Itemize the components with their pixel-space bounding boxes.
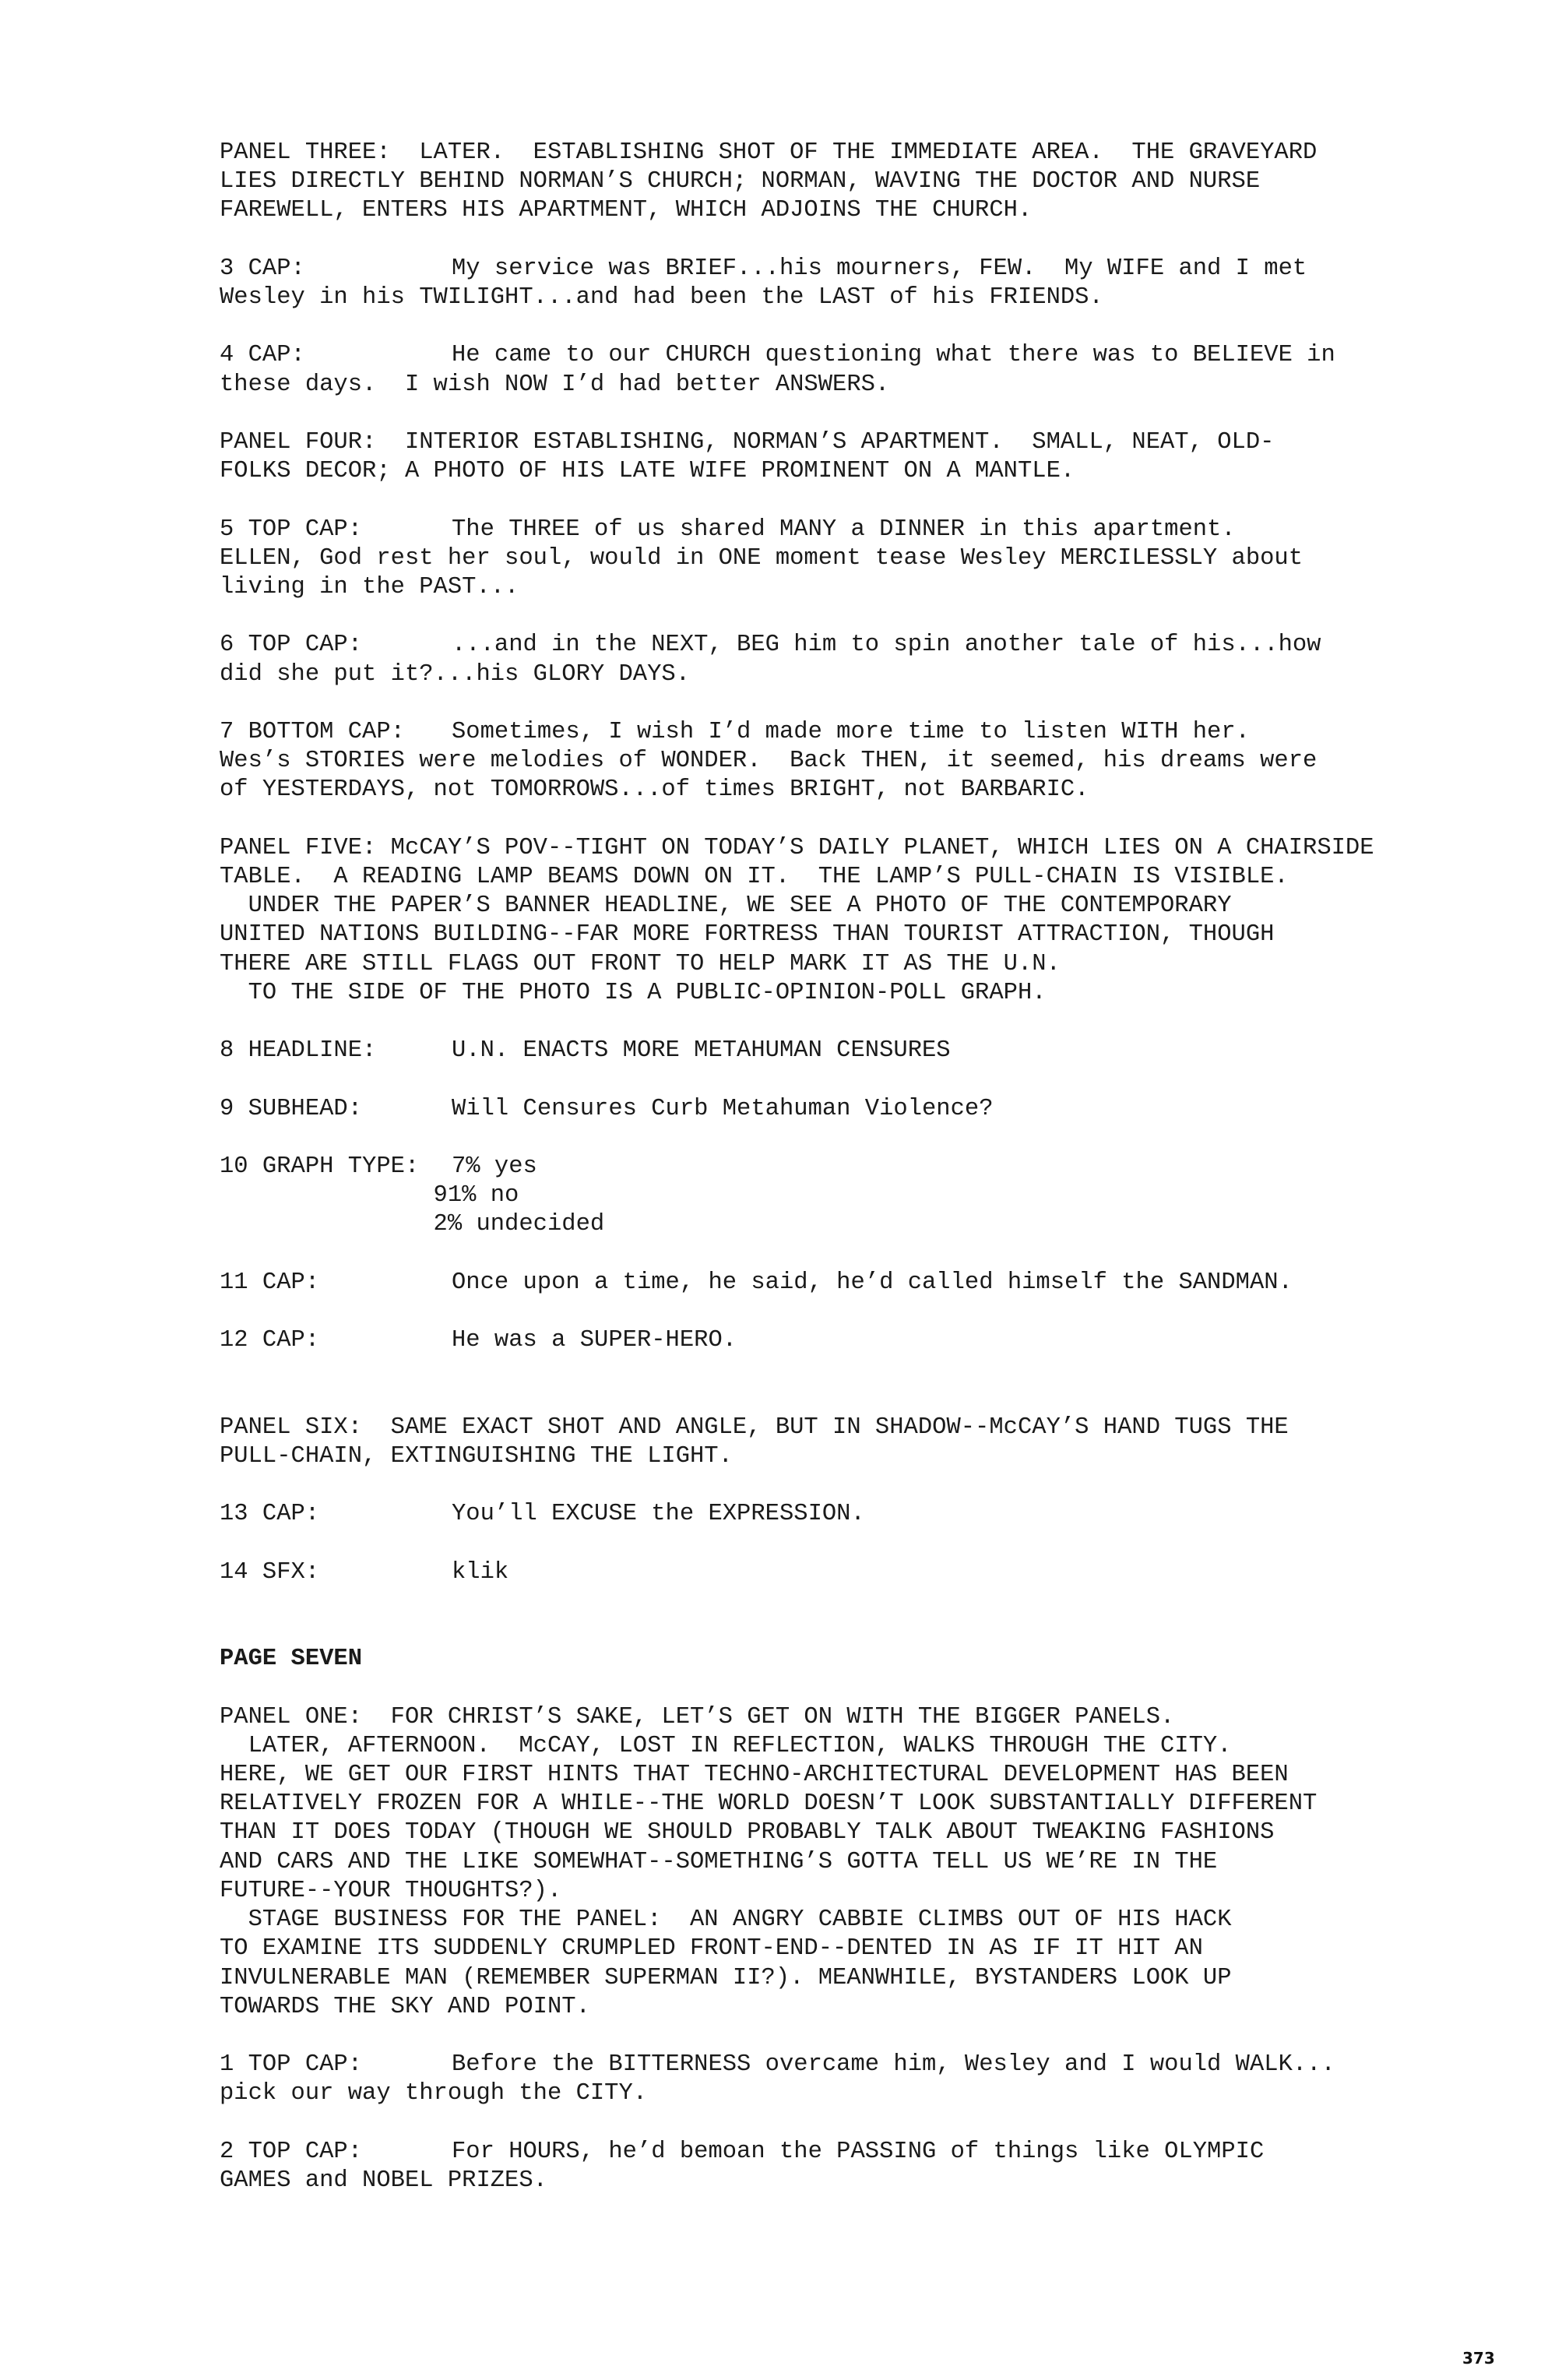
description-line: FOLKS DECOR; A PHOTO OF HIS LATE WIFE PROMINENT ON A MANTLE. xyxy=(220,458,1075,485)
caption-text: U.N. ENACTS MORE METAHUMAN CENSURES xyxy=(452,1037,951,1065)
caption-entry xyxy=(220,1037,1434,1065)
caption-entry xyxy=(220,631,1434,688)
description-line: AND CARS AND THE LIKE SOMEWHAT--SOMETHING’S GOTTA TELL US WE’RE IN THE xyxy=(220,1848,1218,1875)
panel-description xyxy=(220,834,1434,1008)
description-line: FAREWELL, ENTERS HIS APARTMENT, WHICH ADJOINS THE CHURCH. xyxy=(220,197,1033,224)
description-line: TO THE SIDE OF THE PHOTO IS A PUBLIC-OPINION-POLL GRAPH. xyxy=(220,979,1047,1006)
blank-line xyxy=(220,1616,1434,1645)
caption-continuation: of YESTERDAYS, not TOMORROWS...of times BRIGHT, not BARBARIC. xyxy=(220,776,1089,804)
caption-entry xyxy=(220,1500,1434,1529)
description-line: FUTURE--YOUR THOUGHTS?). xyxy=(220,1877,562,1904)
caption-entry xyxy=(220,2051,1434,2108)
caption-label: 4 CAP: xyxy=(220,342,305,369)
panel-description xyxy=(220,1703,1434,2022)
caption-entry xyxy=(220,341,1434,399)
panel-description xyxy=(220,428,1434,486)
description-line: RELATIVELY FROZEN FOR A WHILE--THE WORLD DOESN’T LOOK SUBSTANTIALLY DIFFERENT xyxy=(220,1790,1318,1818)
description-line: TO EXAMINE ITS SUDDENLY CRUMPLED FRONT-END--DENTED IN AS IF IT HIT AN xyxy=(220,1935,1203,1963)
script-page xyxy=(220,139,1434,2224)
blank-line xyxy=(220,1385,1434,1414)
caption-continuation: Wesley in his TWILIGHT...and had been the LAST of his FRIENDS. xyxy=(220,284,1103,311)
caption-label: 10 GRAPH TYPE: xyxy=(220,1153,420,1180)
description-line: UNDER THE PAPER’S BANNER HEADLINE, WE SEE A PHOTO OF THE CONTEMPORARY xyxy=(220,892,1232,920)
caption-label: 12 CAP: xyxy=(220,1327,320,1354)
description-line: PULL-CHAIN, EXTINGUISHING THE LIGHT. xyxy=(220,1442,733,1470)
caption-continuation: these days. I wish NOW I’d had better ANSWERS. xyxy=(220,371,890,398)
caption-text: He came to our CHURCH questioning what there was to BELIEVE in xyxy=(452,342,1335,369)
caption-label: 11 CAP: xyxy=(220,1269,320,1296)
caption-label: 6 TOP CAP: xyxy=(220,632,363,659)
caption-entry xyxy=(220,1326,1434,1355)
caption-entry xyxy=(220,1558,1434,1587)
caption-text: You’ll EXCUSE the EXPRESSION. xyxy=(452,1501,865,1528)
page-heading: PAGE SEVEN xyxy=(220,1646,363,1673)
caption-text: Sometimes, I wish I’d made more time to listen WITH her. xyxy=(452,718,1250,745)
caption-label: 8 HEADLINE: xyxy=(220,1037,377,1065)
description-line: INVULNERABLE MAN (REMEMBER SUPERMAN II?). MEANWHILE, BYSTANDERS LOOK UP xyxy=(220,1964,1232,1991)
caption-continuation: did she put it?...his GLORY DAYS. xyxy=(220,660,690,688)
caption-entry xyxy=(220,1269,1434,1297)
caption-entry xyxy=(220,1153,1434,1240)
description-line: PANEL ONE: FOR CHRIST’S SAKE, LET’S GET ON WITH THE BIGGER PANELS. xyxy=(220,1703,1175,1730)
caption-continuation: 91% no xyxy=(220,1182,519,1209)
caption-text: klik xyxy=(452,1558,509,1586)
description-line: PANEL THREE: LATER. ESTABLISHING SHOT OF THE IMMEDIATE AREA. THE GRAVEYARD xyxy=(220,139,1318,166)
caption-continuation: 2% undecided xyxy=(220,1211,605,1238)
caption-label: 14 SFX: xyxy=(220,1558,320,1586)
caption-label: 13 CAP: xyxy=(220,1501,320,1528)
description-line: PANEL SIX: SAME EXACT SHOT AND ANGLE, BUT IN SHADOW--McCAY’S HAND TUGS THE xyxy=(220,1414,1289,1441)
caption-text: For HOURS, he’d bemoan the PASSING of things like OLYMPIC xyxy=(452,2138,1265,2165)
caption-continuation: Wes’s STORIES were melodies of WONDER. Back THEN, it seemed, his dreams were xyxy=(220,748,1318,775)
caption-label: 1 TOP CAP: xyxy=(220,2051,363,2079)
caption-continuation: pick our way through the CITY. xyxy=(220,2080,648,2107)
caption-text: Before the BITTERNESS overcame him, Wesley and I would WALK... xyxy=(452,2051,1335,2079)
caption-text: Will Censures Curb Metahuman Violence? xyxy=(452,1095,994,1122)
page-number: 373 xyxy=(1462,2349,1495,2368)
caption-continuation: ELLEN, God rest her soul, would in ONE moment tease Wesley MERCILESSLY about xyxy=(220,544,1303,572)
description-line: TABLE. A READING LAMP BEAMS DOWN ON IT. THE LAMP’S PULL-CHAIN IS VISIBLE. xyxy=(220,863,1289,890)
caption-entry xyxy=(220,718,1434,805)
caption-label: 7 BOTTOM CAP: xyxy=(220,718,405,745)
description-line: THERE ARE STILL FLAGS OUT FRONT TO HELP MARK IT AS THE U.N. xyxy=(220,950,1061,977)
caption-label: 5 TOP CAP: xyxy=(220,516,363,543)
description-line: PANEL FIVE: McCAY’S POV--TIGHT ON TODAY’S DAILY PLANET, WHICH LIES ON A CHAIRSIDE xyxy=(220,834,1374,861)
description-line: LIES DIRECTLY BEHIND NORMAN’S CHURCH; NORMAN, WAVING THE DOCTOR AND NURSE xyxy=(220,168,1261,195)
caption-label: 9 SUBHEAD: xyxy=(220,1095,363,1122)
panel-description xyxy=(220,1414,1434,1471)
caption-continuation: living in the PAST... xyxy=(220,573,519,600)
caption-label: 2 TOP CAP: xyxy=(220,2138,363,2165)
description-line: HERE, WE GET OUR FIRST HINTS THAT TECHNO-ARCHITECTURAL DEVELOPMENT HAS BEEN xyxy=(220,1762,1289,1789)
description-line: LATER, AFTERNOON. McCAY, LOST IN REFLECTION, WALKS THROUGH THE CITY. xyxy=(220,1732,1232,1759)
caption-label: 3 CAP: xyxy=(220,255,305,282)
description-line: TOWARDS THE SKY AND POINT. xyxy=(220,1993,590,2020)
description-line: THAN IT DOES TODAY (THOUGH WE SHOULD PROBABLY TALK ABOUT TWEAKING FASHIONS xyxy=(220,1819,1275,1847)
description-line: STAGE BUSINESS FOR THE PANEL: AN ANGRY CABBIE CLIMBS OUT OF HIS HACK xyxy=(220,1906,1232,1934)
caption-continuation: GAMES and NOBEL PRIZES. xyxy=(220,2167,547,2194)
caption-text: ...and in the NEXT, BEG him to spin another tale of his...how xyxy=(452,632,1321,659)
caption-text: He was a SUPER-HERO. xyxy=(452,1327,737,1354)
caption-entry xyxy=(220,1095,1434,1124)
caption-text: My service was BRIEF...his mourners, FEW. My WIFE and I met xyxy=(452,255,1307,282)
description-line: UNITED NATIONS BUILDING--FAR MORE FORTRESS THAN TOURIST ATTRACTION, THOUGH xyxy=(220,921,1275,949)
description-line: PANEL FOUR: INTERIOR ESTABLISHING, NORMAN’S APARTMENT. SMALL, NEAT, OLD- xyxy=(220,428,1275,456)
caption-text: The THREE of us shared MANY a DINNER in this apartment. xyxy=(452,516,1236,543)
caption-text: Once upon a time, he said, he’d called himself the SANDMAN. xyxy=(452,1269,1293,1296)
panel-description xyxy=(220,139,1434,226)
caption-entry xyxy=(220,2138,1434,2195)
caption-entry xyxy=(220,255,1434,312)
caption-text: 7% yes xyxy=(452,1153,537,1180)
caption-entry xyxy=(220,516,1434,603)
